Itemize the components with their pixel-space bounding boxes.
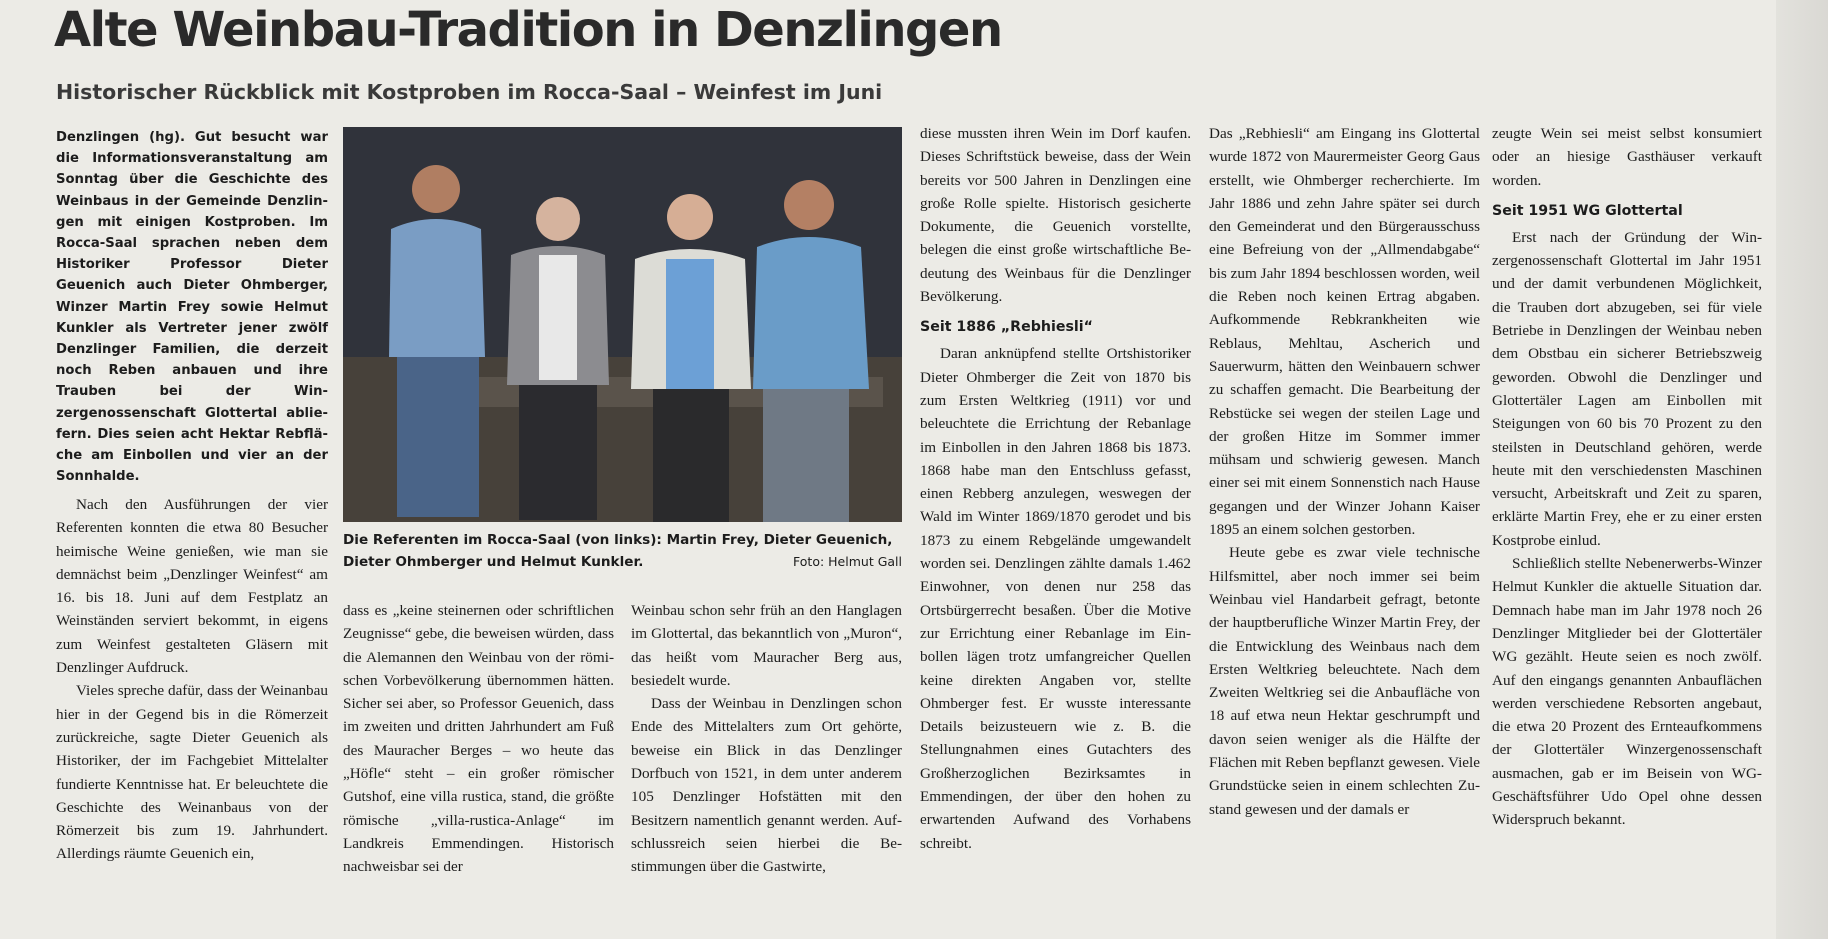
col5-paragraph-1: Das „Rebhiesli“ am Eingang ins Glottertal wurde 1872 von Maurermeister Georg Gaus erstellt, wie Ohmberger recherchierte. Im Jahr 1886 und zehn Jahre später sei durch den Gemeinderat und den Bürgerausschuss eine Befreiung von der „Allmendabgabe“ bis zum Jahr 1894 beschlossen worden, weil die Reben noch keinen Ertrag abgaben. Aufkommende Rebkrankheiten wie Reblaus, Mehltau, Ascherich und Sauerwurm, hätten den Weinbauern schwer zu schaffen gemacht. Die Bearbeitung der Rebstücke sei wegen der steilen Lage und der großen Hitze im Sommer immer mühsam und schwierig gewesen. Manch einer sei mit einem Sonnenstich nach Hause gegangen und der Winzer Johann Kaiser 1895 an einem solchen gestorben. bbox=[1209, 125, 1480, 539]
column-5 bbox=[1209, 122, 1480, 821]
col4-paragraph-1: diese mussten ihren Wein im Dorf kaufen. Dieses Schriftstück beweise, dass der Wein bereits vor 500 Jahren in Denzlingen eine große Rolle spielte. Historisch gesicherte Dokumente, die Geuenich vorstellte, belegen die einst große wirtschaftliche Bedeutung des Weinbaus für die Denzlinger Bevölkerung. bbox=[920, 125, 1191, 306]
col6-paragraph-1: zeugte Wein sei meist selbst konsumiert oder an hiesige Gasthäuser verkauft worden. bbox=[1492, 125, 1762, 189]
page-edge bbox=[1776, 0, 1828, 939]
photo-speakers bbox=[343, 127, 902, 522]
col5-paragraph-2: Heute gebe es zwar viele technische Hilfsmittel, aber noch immer sei beim Weinbau viel Handarbeit gefragt, betonte der hauptberufliche Winzer Martin Frey, der die Entwicklung des Weinbaus nach dem Ersten Weltkrieg beleuchtete. Nach dem Zweiten Weltkrieg sei die Anbaufläche von 18 auf etwa neun Hektar geschrumpft und davon seien weniger als die Hälfte der Flächen mit Reben bepflanzt gewesen. Viele Grundstücke seien in einem schlechten Zustand gewesen und der damals er bbox=[1209, 544, 1480, 818]
column-4 bbox=[920, 122, 1191, 855]
photo-caption bbox=[343, 529, 902, 573]
column-2 bbox=[343, 599, 614, 879]
subheadline: Historischer Rückblick mit Kostproben im Rocca-Saal – Weinfest im Juni bbox=[56, 80, 883, 104]
article-photo bbox=[343, 127, 902, 522]
col2-paragraph: dass es „keine steinernen oder schriftlichen Zeugnisse“ gebe, die beweisen würden, dass die Alemannen den Weinbau von der römischen Vorbevölkerung übernommen hätten. Sicher sei aber, so Professor Geuenich, dass im zweiten und dritten Jahrhundert am Fuß des Mauracher Berges – wo heute das „Höfle“ steht – ein großer römischer Gutshof, eine villa rustica, stand, die größte römische „villa-rustica-Anlage“ im Landkreis Emmendingen. Historisch nachweisbar sei der bbox=[343, 602, 614, 876]
subheading-wg-glottertal: Seit 1951 WG Glottertal bbox=[1492, 202, 1683, 219]
col6-paragraph-2: Erst nach der Gründung der Winzergenossenschaft Glottertal im Jahr 1951 und der damit verbundenen Möglichkeit, die Trauben dort abzugeben, sei für viele Betriebe in Denzlingen der Weinbau neben dem Obstbau ein sicherer Betriebszweig geworden. Obwohl die Denzlinger und Glottertäler Lagen am Einbollen mit Steigungen von 60 bis 70 Prozent zu den steilsten in Deutschland gehören, werde heute mit den verschiedensten Maschinen versucht, Arbeitskraft und Zeit zu sparen, erklärte Martin Frey, ehe er zu einer ersten Kostprobe einlud. bbox=[1492, 228, 1762, 549]
col1-paragraph-2: Vieles spreche dafür, dass der Weinanbau hier in der Gegend bis in die Römerzeit zurückreiche, sagte Dieter Geuenich als Historiker, der im Fachgebiet Mittelalter fundierte Kenntnisse hat. Er beleuchtete die Geschichte des Weinanbaus von der Römerzeit bis zum 19. Jahrhundert. Allerdings räumte Geuenich ein, bbox=[56, 682, 328, 863]
caption-text: Die Referenten im Rocca-Saal (von links): Martin Frey, Dieter Geuenich, Dieter Ohmberger und Helmut Kunkler. bbox=[343, 532, 893, 570]
subheading-rebhiesli: Seit 1886 „Rebhiesli“ bbox=[920, 319, 1093, 336]
col3-paragraph-2: Dass der Weinbau in Denzlingen schon Ende des Mittelalters zum Ort gehörte, beweise ein Blick in das Denzlinger Dorfbuch von 1521, in dem unter anderem 105 Denzlinger Hofstätten mit den Besitzern namentlich genannt werden. Aufschlussreich seien hierbei die Bestimmungen über die Gastwirte, bbox=[631, 695, 902, 876]
col4-paragraph-2: Daran anknüpfend stellte Ortshistoriker Dieter Ohmberger die Zeit von 1870 bis zum Ersten Weltkrieg (1911) vor und beleuchtete die Errichtung der Rebanlage im Einbollen in den Jahren 1868 bis 1873. 1868 habe man den Entschluss gefasst, einen Rebberg anzulegen, weswegen der Wald im Winter 1869/1870 gerodet und bis 1873 zu einem Rebgelände umgewandelt worden sei. Denzlingen zählte damals 1.462 Einwohner, von denen nur 258 das Ortsbürgerrecht besaßen. Über die Motive zur Errichtung einer Rebanlage im Einbollen lägen trotz umfangreicher Quellen keine direkten Angaben vor, stellte Ohmberger fest. Er wusste interessante Details beizusteuern wie z. B. die Stellungnahmen eines Gutachters des Großherzoglichen Bezirksamtes in Emmendingen, der über den hohen zu erwartenden Aufwand des Vorhabens schreibt. bbox=[920, 345, 1191, 852]
col6-paragraph-3: Schließlich stellte Nebenerwerbs-Winzer Helmut Kunkler die aktuelle Situation dar. Demnach habe man im Jahr 1978 noch 26 Denzlinger Mitglieder bei der Glottertäler WG gezählt. Heute seien es noch zwölf. Auf den eingangs genannten Anbauflächen werden verschiedene Rebsorten angebaut, die etwa 20 Prozent des Ernteaufkommens der Glottertäler Winzergenossenschaft ausmachen, gab er im Beisein von WG-Geschäftsführer Udo Opel ohne dessen Widerspruch bekannt. bbox=[1492, 555, 1762, 829]
col1-paragraph-1: Nach den Ausführungen der vier Referenten konnten die etwa 80 Besucher heimische Weine genießen, wie man sie demnächst beim „Denzlinger Weinfest“ am 16. bis 18. Juni auf dem Festplatz an Weinständen serviert bekommt, in eigens zum Weinfest gestalteten Gläsern mit Denzlinger Aufdruck. bbox=[56, 496, 328, 677]
headline: Alte Weinbau-Tradition in Denzlingen bbox=[54, 2, 1002, 58]
column-3 bbox=[631, 599, 902, 879]
photo-credit: Foto: Helmut Gall bbox=[793, 554, 902, 569]
lead-paragraph: Denzlingen (hg). Gut besucht war die Informationsveranstaltung am Sonntag über die Geschichte des Weinbaus in der Gemeinde Denzlingen mit einigen Kostproben. Im Rocca-Saal sprachen neben dem Historiker Professor Dieter Geuenich auch Dieter Ohmberger, Winzer Martin Frey sowie Helmut Kunkler als Vertreter jener zwölf Denzlinger Familien, die derzeit noch Reben anbauen und ihre Trauben bei der Winzergenossenschaft Glottertal abliefern. Dies seien acht Hektar Rebfläche am Einbollen und vier an der Sonnhalde. bbox=[56, 130, 328, 485]
column-6 bbox=[1492, 122, 1762, 832]
col3-paragraph-1: Weinbau schon sehr früh an den Hanglagen im Glottertal, das bekanntlich von „Muron“, das heißt vom Mauracher Berg aus, besiedelt wurde. bbox=[631, 602, 902, 689]
column-1 bbox=[56, 127, 328, 866]
